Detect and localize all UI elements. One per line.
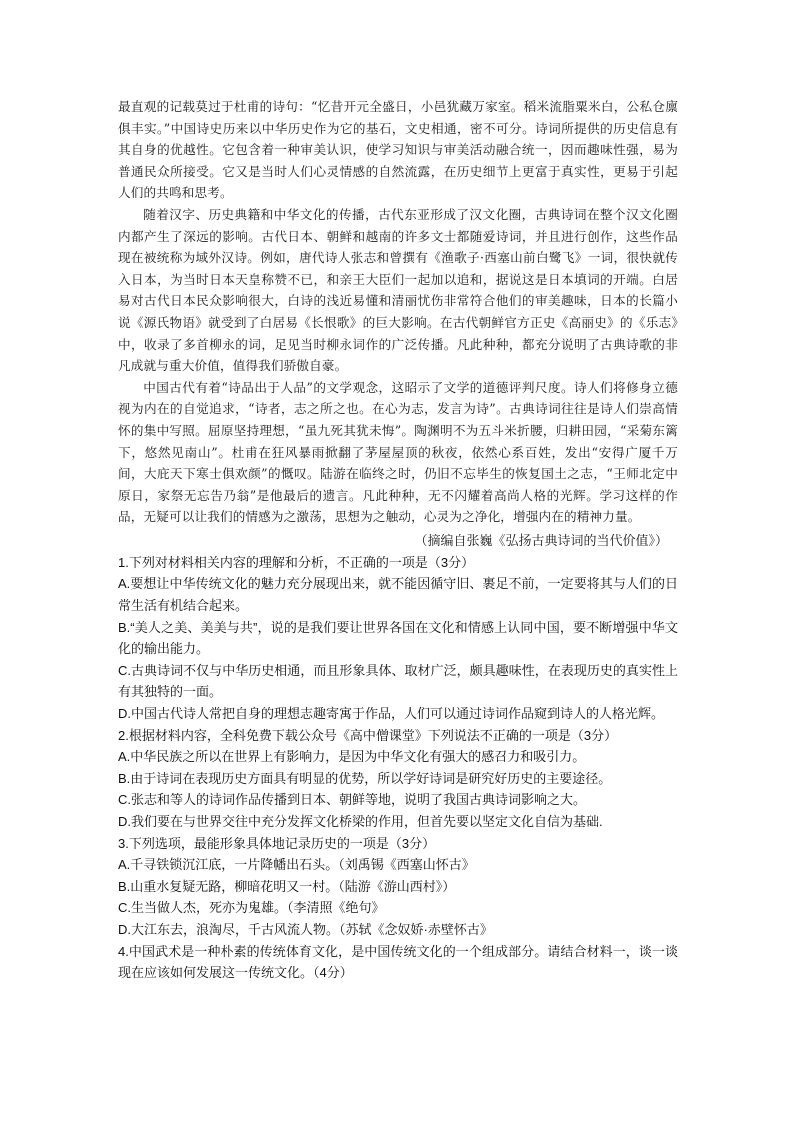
question-list [118, 552, 678, 984]
question-option: C.生当做人杰，死亦为鬼雄。（李清照《绝句》 [118, 900, 385, 916]
reading-passage [118, 96, 678, 528]
passage-paragraph: 中国古代有着“诗品出于人品”的文学观念，这昭示了文学的道德评判尺度。诗人们将修身立德视为内在的自觉追求，“诗者，志之所之也。在心为志，发言为诗”。古典诗词往往是诗人们崇高情怀的集中写照。屈原坚持理想，“虽九死其犹未悔”。陶渊明不为五斗米折腰，归耕田园，“采菊东篱下，悠然见南山”。杜甫在狂风暴雨掀翻了茅屋屋顶的秋夜，依然心系百姓，发出“安得广厦千万间，大庇天下寒士俱欢颜”的慨叹。陆游在临终之时，仍旧不忘毕生的恢复国土之志，“王师北定中原日，家祭无忘告乃翁”是他最后的遗言。凡此种种，无不闪耀着高尚人格的光辉。学习这样的作品，无疑可以让我们的情感为之激荡，思想为之触动，心灵为之净化，增强内在的精神力量。 [118, 379, 678, 525]
question-option: D.大江东去，浪淘尽，千古风流人物。（苏轼《念奴娇·赤壁怀古》 [118, 921, 493, 937]
question-option: C.古典诗词不仅与中华历史相通，而且形象具体、取材广泛，颇具趣味性，在表现历史的真实性上有其独特的一面。 [118, 662, 678, 700]
question-item [118, 725, 678, 833]
question-stem: 4.中国武术是一种朴素的传统体育文化，是中国传统文化的一个组成部分。请结合材料一，谈一谈现在应该如何发展这一传统文化。（4分） [118, 943, 678, 981]
question-stem: 1.下列对材料相关内容的理解和分析，不正确的一项是（3分） [118, 554, 475, 570]
question-option: A.千寻铁锁沉江底，一片降幡出石头。（刘禹锡《西塞山怀古》 [118, 857, 475, 873]
passage-paragraph: 随着汉字、历史典籍和中华文化的传播，古代东亚形成了汉文化圈，古典诗词在整个汉文化圈内都产生了深远的影响。古代日本、朝鲜和越南的许多文士都随爱诗词，并且进行创作，这些作品现在被统称为域外汉诗。例如，唐代诗人张志和曾撰有《渔歌子·西塞山前白鹭飞》一词，很快就传入日本，为当时日本天皇称赞不已，和亲王大臣们一起加以追和，据说这是日本填词的开端。白居易对古代日本民众影响很大，白诗的浅近易懂和清丽忧伤非常符合他们的审美趣味，日本的长篇小说《源氏物语》就受到了白居易《长恨歌》的巨大影响。在古代朝鲜官方正史《高丽史》的《乐志》中，收录了多首柳永的词，足见当时柳永词作的广泛传播。凡此种种，都充分说明了古典诗歌的非凡成就与重大价值，值得我们骄傲自豪。 [118, 206, 678, 374]
passage-source: （摘编自张巍《弘扬古典诗词的当代价值》） [414, 532, 668, 548]
question-option: B.由于诗词在表现历史方面具有明显的优势，所以学好诗词是研究好历史的主要途径。 [118, 770, 612, 786]
question-option: A.要想让中华传统文化的魅力充分展现出来，就不能因循守旧、裹足不前，一定要将其与人们的日常生活有机结合起来。 [118, 576, 678, 614]
question-stem: 3.下列选项，最能形象具体地记录历史的一项是（3分） [118, 835, 436, 851]
question-option: A.中华民族之所以在世界上有影响力，是因为中华文化有强大的感召力和吸引力。 [118, 749, 586, 765]
exam-page [118, 96, 678, 984]
question-stem: 2.根据材料内容，全科免费下载公众号《高中僧课堂》下列说法不正确的一项是（3分） [118, 727, 618, 743]
question-item [118, 552, 678, 725]
passage-paragraph: 最直观的记载莫过于杜甫的诗句：“忆昔开元全盛日，小邑犹藏万家室。稻米流脂粟米白，公私仓廪俱丰实。”中国诗史历来以中华历史作为它的基石，文史相通，密不可分。诗词所提供的历史信息有其自身的优越性。它包含着一种审美认识，使学习知识与审美活动融合统一，因而趣味性强，易为普通民众所接受。它又是当时人们心灵情感的自然流露，在历史细节上更富于真实性，更易于引起人们的共鸣和思考。 [118, 99, 678, 201]
question-option: D.中国古代诗人常把自身的理想志趣寄寓于作品，人们可以通过诗词作品窥到诗人的人格光辉。 [118, 706, 665, 722]
question-option: D.我们要在与世界交往中充分发挥文化桥梁的作用，但首先要以坚定文化自信为基础. [118, 814, 603, 829]
question-item [118, 833, 678, 941]
question-item [118, 941, 678, 984]
question-option: B.“美人之美、美美与共”，说的是我们要让世界各国在文化和情感上认同中国，要不断增强中华文化的输出能力。 [118, 619, 678, 657]
question-option: B.山重水复疑无路，柳暗花明又一村。（陆游《游山西村》） [118, 878, 456, 894]
question-option: C.张志和等人的诗词作品传播到日本、朝鲜等地，说明了我国古典诗词影响之大。 [118, 792, 587, 808]
